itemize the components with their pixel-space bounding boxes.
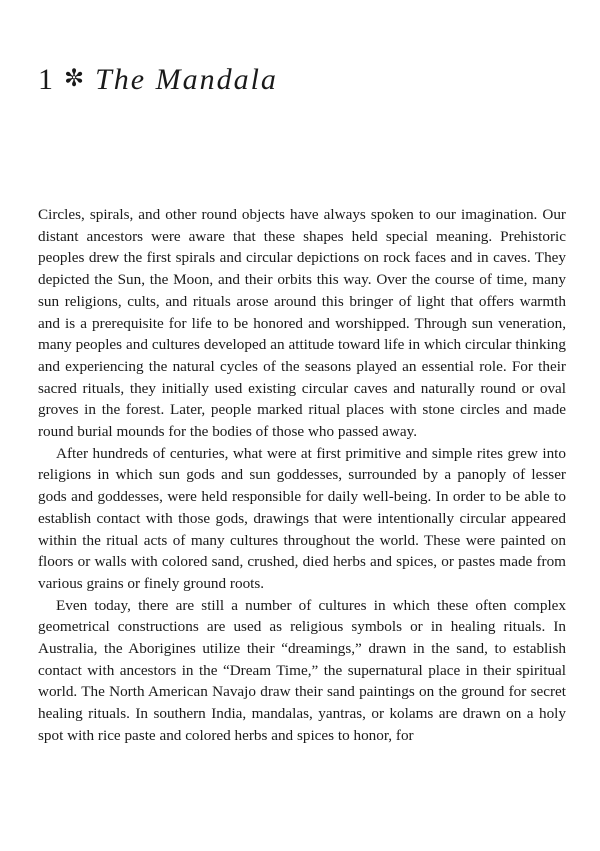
chapter-heading — [38, 62, 278, 100]
paragraph: After hundreds of centuries, what were at first primitive and simple rites grew into religions in which sun gods and sun goddesses, surrounded by a panoply of lesser gods and goddesses, were held responsible for daily well-being. In order to be able to establish contact with those gods, drawings that were intentionally circular appeared within the ritual acts of many cultures throughout the world. These were painted on floors or walls with colored sand, crushed, died herbs and spices, or pastes made from various grains or finely ground roots. — [38, 444, 566, 592]
chapter-body — [38, 204, 566, 747]
paragraph: Circles, spirals, and other round objects have always spoken to our imagination. Our distant ancestors were aware that these shapes held special meaning. Prehistoric peoples drew the first spirals and circular depictions on rock faces and in caves. They depicted the Sun, the Moon, and their orbits this way. Over the course of time, many sun religions, cults, and rituals arose around this bringer of light that offers warmth and is a prerequisite for life to be honored and worshipped. Through sun veneration, many peoples and cultures developed an attitude toward life in which circular thinking and experiencing the natural cycles of the seasons played an essential role. For their sacred rituals, they initially used existing circular caves and naturally round or oval groves in the forest. Later, people marked ritual places with stone circles and made round burial mounds for the bodies of those who passed away. — [38, 206, 566, 441]
chapter-title: The Mandala — [95, 63, 278, 96]
asterisk-ornament-icon: ✼ — [64, 66, 86, 92]
chapter-number: 1 — [38, 63, 54, 96]
paragraph: Even today, there are still a number of cultures in which these often complex geometrical constructions are used as religious symbols or in healing rituals. In Australia, the Aborigines utilize their “dreamings,” drawn in the sand, to establish contact with ancestors in the “Dream Time,” the supernatural place in their spiritual world. The North American Navajo draw their sand paintings on the ground for secret healing rituals. In southern India, mandalas, yantras, or kolams are drawn on a holy spot with rice paste and colored herbs and spices to honor, for — [38, 596, 566, 744]
